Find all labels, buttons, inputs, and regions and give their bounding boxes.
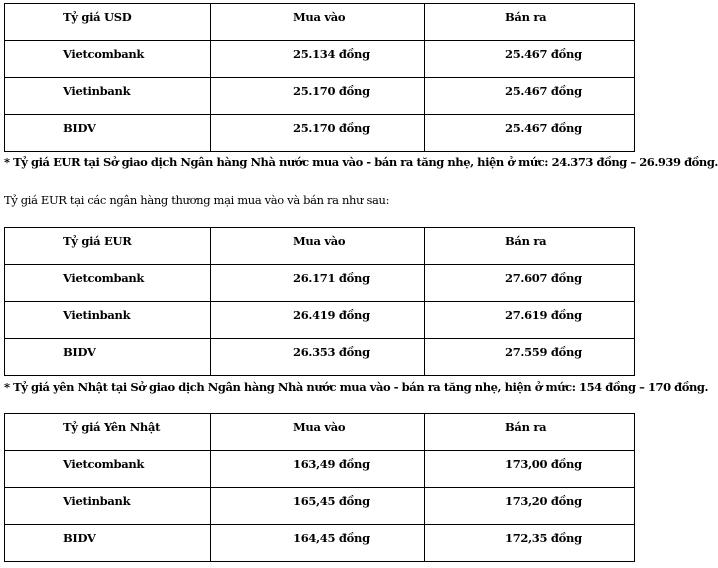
- eur-rate-table: [4, 227, 635, 376]
- buy-rate-cell: 26.353 đồng: [211, 339, 425, 376]
- table-row: [5, 115, 635, 152]
- usd-rate-table: [4, 3, 635, 152]
- buy-rate-cell: 26.171 đồng: [211, 265, 425, 302]
- table-row: [5, 265, 635, 302]
- table-row: [5, 488, 635, 525]
- bank-name-cell: Vietcombank: [5, 451, 211, 488]
- buy-rate-cell: 26.419 đồng: [211, 302, 425, 339]
- bank-name-cell: BIDV: [5, 115, 211, 152]
- bank-name-cell: Vietinbank: [5, 488, 211, 525]
- table-row: [5, 41, 635, 78]
- table-row: [5, 78, 635, 115]
- header-cell: Bán ra: [425, 4, 635, 41]
- eur-intro-text: Tỷ giá EUR tại các ngân hàng thương mại mua vào và bán ra như sau:: [4, 193, 390, 207]
- eur-central-rate-note: * Tỷ giá EUR tại Sở giao dịch Ngân hàng Nhà nước mua vào - bán ra tăng nhẹ, hiện ở mức: 24.373 đồng – 26.939 đồng.: [4, 155, 718, 169]
- sell-rate-cell: 173,00 đồng: [425, 451, 635, 488]
- sell-rate-cell: 27.559 đồng: [425, 339, 635, 376]
- table-row: [5, 339, 635, 376]
- header-cell: Mua vào: [211, 4, 425, 41]
- table-header-row: [5, 4, 635, 41]
- header-cell: Tỷ giá Yên Nhật: [5, 414, 211, 451]
- header-cell: Tỷ giá EUR: [5, 228, 211, 265]
- header-cell: Tỷ giá USD: [5, 4, 211, 41]
- table-row: [5, 302, 635, 339]
- sell-rate-cell: 25.467 đồng: [425, 115, 635, 152]
- buy-rate-cell: 25.134 đồng: [211, 41, 425, 78]
- jpy-rate-table: [4, 413, 635, 562]
- buy-rate-cell: 164,45 đồng: [211, 525, 425, 562]
- bank-name-cell: Vietcombank: [5, 265, 211, 302]
- sell-rate-cell: 27.607 đồng: [425, 265, 635, 302]
- header-cell: Mua vào: [211, 414, 425, 451]
- table-header-row: [5, 228, 635, 265]
- buy-rate-cell: 25.170 đồng: [211, 115, 425, 152]
- bank-name-cell: Vietcombank: [5, 41, 211, 78]
- sell-rate-cell: 172,35 đồng: [425, 525, 635, 562]
- sell-rate-cell: 27.619 đồng: [425, 302, 635, 339]
- buy-rate-cell: 25.170 đồng: [211, 78, 425, 115]
- bank-name-cell: Vietinbank: [5, 78, 211, 115]
- buy-rate-cell: 165,45 đồng: [211, 488, 425, 525]
- bank-name-cell: BIDV: [5, 339, 211, 376]
- jpy-central-rate-note: * Tỷ giá yên Nhật tại Sở giao dịch Ngân hàng Nhà nước mua vào - bán ra tăng nhẹ, hiện ở mức: 154 đồng – 170 đồng.: [4, 380, 709, 394]
- table-header-row: [5, 414, 635, 451]
- bank-name-cell: Vietinbank: [5, 302, 211, 339]
- table-row: [5, 525, 635, 562]
- sell-rate-cell: 25.467 đồng: [425, 78, 635, 115]
- sell-rate-cell: 173,20 đồng: [425, 488, 635, 525]
- header-cell: Bán ra: [425, 414, 635, 451]
- table-row: [5, 451, 635, 488]
- header-cell: Mua vào: [211, 228, 425, 265]
- sell-rate-cell: 25.467 đồng: [425, 41, 635, 78]
- header-cell: Bán ra: [425, 228, 635, 265]
- bank-name-cell: BIDV: [5, 525, 211, 562]
- buy-rate-cell: 163,49 đồng: [211, 451, 425, 488]
